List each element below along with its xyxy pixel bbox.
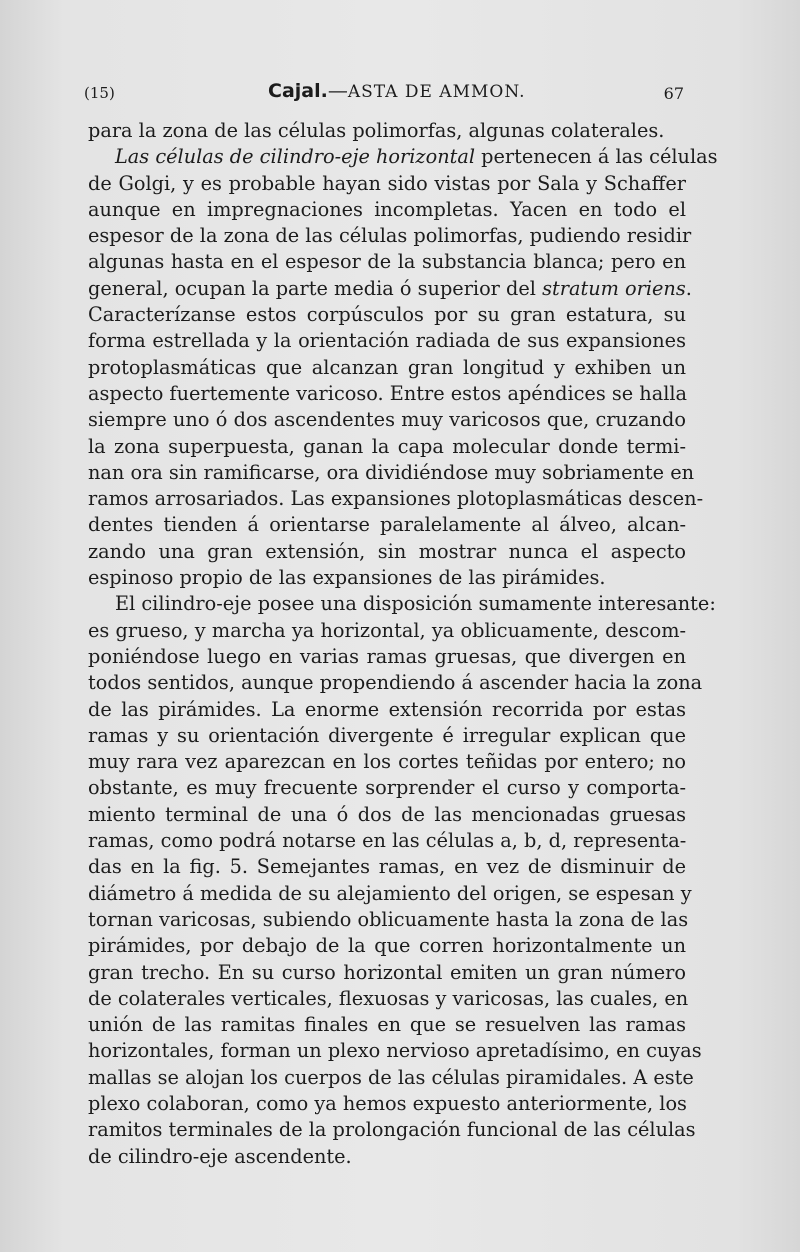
running-header bbox=[84, 78, 684, 108]
text-line: algunas hasta en el espesor de la substancia blanca; pero en bbox=[88, 250, 686, 274]
text-line: das en la fig. 5. Semejantes ramas, en vez de disminuir de bbox=[88, 855, 686, 879]
text-line: general, ocupan la parte media ó superior del stratum oriens. bbox=[88, 276, 692, 300]
text-line: espinoso propio de las expansiones de las pirámides. bbox=[88, 566, 606, 590]
body-text bbox=[88, 118, 718, 1170]
text-line: unión de las ramitas finales en que se resuelven las ramas bbox=[88, 1013, 686, 1037]
text-line: Las células de cilindro-eje horizontal pertenecen á las células bbox=[115, 145, 718, 169]
text-line: El cilindro-eje posee una disposición sumamente interesante: bbox=[115, 592, 716, 616]
text-line: de las pirámides. La enorme extensión recorrida por estas bbox=[88, 697, 686, 721]
section-reference: (15) bbox=[84, 84, 115, 102]
text-line: Caracterízanse estos corpúsculos por su gran estatura, su bbox=[88, 303, 686, 327]
italic-term: stratum oriens bbox=[542, 276, 686, 300]
text-line: ramas y su orientación divergente é irregular explican que bbox=[88, 723, 686, 747]
title-dash: — bbox=[327, 78, 348, 102]
text-line: la zona superpuesta, ganan la capa molecular donde termi- bbox=[88, 434, 686, 458]
text-line: tornan varicosas, subiendo oblicuamente hasta la zona de las bbox=[88, 907, 689, 931]
text-line: mallas se alojan los cuerpos de las células piramidales. A este bbox=[88, 1065, 694, 1089]
text-line: pirámides, por debajo de la que corren horizontalmente un bbox=[88, 934, 686, 958]
text-line: es grueso, y marcha ya horizontal, ya oblicuamente, descom- bbox=[88, 618, 686, 642]
page-number: 67 bbox=[663, 84, 684, 103]
text-line: para la zona de las células polimorfas, algunas colaterales. bbox=[88, 119, 665, 142]
text-line: diámetro á medida de su alejamiento del origen, se espesan y bbox=[88, 881, 692, 905]
text-line: ramos arrosariados. Las expansiones plotoplasmáticas descen- bbox=[88, 487, 704, 511]
text-line: aunque en impregnaciones incompletas. Yacen en todo el bbox=[88, 197, 686, 221]
text-line: dentes tienden á orientarse paralelamente al álveo, alcan- bbox=[88, 513, 686, 537]
text-line: miento terminal de una ó dos de las mencionadas gruesas bbox=[88, 802, 686, 826]
text-line: de cilindro-eje ascendente. bbox=[88, 1144, 352, 1168]
text-line: plexo colaboran, como ya hemos expuesto anteriormente, los bbox=[88, 1091, 687, 1115]
text-line: de Golgi, y es probable hayan sido vistas por Sala y Schaffer bbox=[88, 171, 686, 195]
text-line: ramitos terminales de la prolongación funcional de las células bbox=[88, 1118, 696, 1142]
text-line: protoplasmáticas que alcanzan gran longitud y exhiben un bbox=[88, 355, 686, 379]
running-title bbox=[268, 78, 526, 102]
text-line: gran trecho. En su curso horizontal emiten un gran número bbox=[88, 960, 686, 984]
chapter-title: ASTA DE AMMON. bbox=[347, 82, 526, 102]
text-line: muy rara vez aparezcan en los cortes teñidas por entero; no bbox=[88, 750, 686, 774]
paragraph-3 bbox=[88, 591, 716, 1170]
paragraph-1 bbox=[88, 118, 686, 144]
text-line: todos sentidos, aunque propendiendo á ascender hacia la zona bbox=[88, 671, 703, 695]
text-line: de colaterales verticales, flexuosas y varicosas, las cuales, en bbox=[88, 986, 689, 1010]
text-line: forma estrellada y la orientación radiada de sus expansiones bbox=[88, 329, 686, 353]
text-line: aspecto fuertemente varicoso. Entre estos apéndices se halla bbox=[88, 381, 688, 405]
author-name: Cajal. bbox=[268, 80, 328, 102]
text-line: horizontales, forman un plexo nervioso apretadísimo, en cuyas bbox=[88, 1039, 702, 1063]
text-line: nan ora sin ramificarse, ora dividiéndose muy sobriamente en bbox=[88, 460, 695, 484]
paragraph-2 bbox=[88, 144, 718, 591]
text-line: obstante, es muy frecuente sorprender el curso y comporta- bbox=[88, 776, 686, 800]
text-line: ramas, como podrá notarse en las células a, b, d, representa- bbox=[88, 829, 687, 853]
text-line: zando una gran extensión, sin mostrar nunca el aspecto bbox=[88, 539, 686, 563]
text-line: poniéndose luego en varias ramas gruesas, que divergen en bbox=[88, 644, 686, 668]
text-line: siempre uno ó dos ascendentes muy varicosos que, cruzando bbox=[88, 408, 686, 432]
italic-heading: Las células de cilindro-eje horizontal bbox=[115, 145, 476, 169]
text-line: espesor de la zona de las células polimorfas, pudiendo residir bbox=[88, 224, 692, 248]
